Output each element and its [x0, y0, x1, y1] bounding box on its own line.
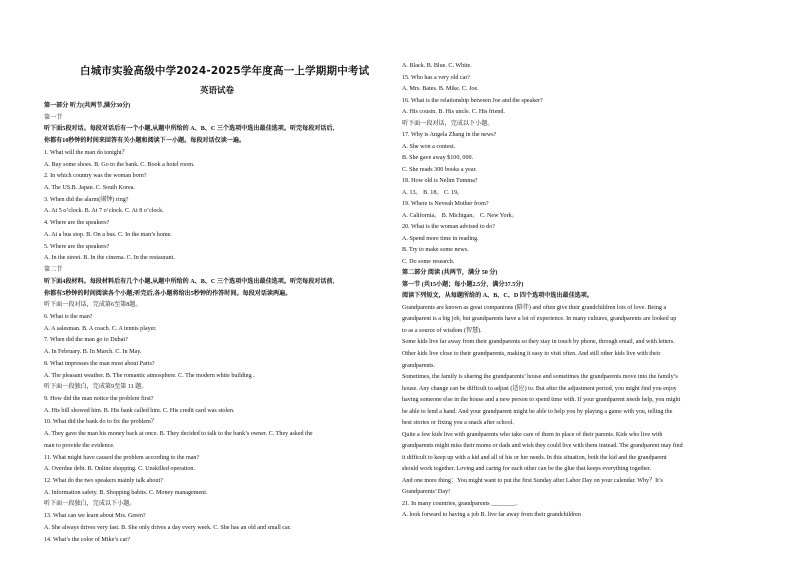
text-line: 听下面4段材料。每段材料后有几个小题,从题中所给的 A、B、C 三个选项中选出最佳选项。听完每段对话前, [44, 278, 335, 285]
text-line: A. His cousin. B. His uncle. C. His friend. [402, 109, 505, 116]
text-line: A. 13。 B. 18。 C. 19。 [402, 189, 464, 196]
text-line: C. Do some research. [402, 258, 455, 265]
text-line: 21. In many countries, grandparents ________. [402, 500, 518, 507]
text-line: A. His bill showed him. B. His bank called him. C. His credit card was stolen. [44, 407, 235, 414]
text-line: 听下面一段独白，完成以下小题。 [44, 501, 136, 508]
text-line: A. Information safety. B. Shopping habits. C. Money management. [44, 489, 208, 496]
text-line: 听下面一段对话，完成以下小题。 [402, 120, 494, 127]
text-line: A. In February. B. In March. C. In May. [44, 349, 142, 356]
text-line: 11. What might have caused the problem according to the man? [44, 454, 200, 461]
text-line: 你都有5秒钟的时间阅读各个小题;听完后,各小题将给出5秒钟的作答时间。每段对话读两遍。 [44, 290, 292, 297]
text-line: A. Overdue debt. B. Online shopping. C. Unskilled operation. [44, 466, 195, 473]
text-line: 14. What’s the color of Mike’s car? [44, 536, 131, 543]
text-line: A. Mrs. Bates. B. Mike. C. Joe. [402, 86, 479, 93]
text-line: A. At a bus stop. B. On a bus. C. In the man’s home. [44, 231, 172, 238]
text-line: 2. In which country was the woman born? [44, 173, 147, 180]
text-line: A. A salesman. B. A coach. C. A tennis player. [44, 325, 157, 332]
text-line: A. The pleasant weather. B. The romantic atmosphere. C. The modern white building . [44, 372, 255, 379]
text-line: 9. How did the man notice the problem first? [44, 396, 154, 402]
text-line: man to provide the evidence. [44, 442, 115, 449]
text-line: A. At 5 o’clock. B. At 7 o’clock. C. At 8 o’clock. [44, 208, 164, 215]
text-line: 17. Why is Angela Zhang in the news? [402, 132, 497, 139]
text-line: Grandparents’ Day! [402, 489, 451, 496]
text-line: A. They gave the man his money back at once. B. They decided to talk to the bank’s owner. C. They asked the [44, 431, 313, 438]
text-line: 第二部分 阅读 (共两节，满分 50 分) [402, 270, 498, 277]
text-line: A. California。 B. Michigan。 C. New York。 [402, 212, 518, 219]
text-line: A. look forward to having a job B. live far away from their grandchildren [402, 512, 581, 519]
text-line: 听下面一段对话，完成第6至第8题。 [44, 302, 142, 309]
text-line: grandparent is a big job, but grandparents have a lot of experience. In many cultures, grandparents are looked up [402, 316, 677, 323]
text-line: be able to lend a hand. And your grandparent might be able to help you by playing a game with you, telling the [402, 408, 673, 415]
text-line: 第一节 [44, 114, 63, 121]
exam-title: 白城市实验高级中学2024-2025学年度高一上学期期中考试 [80, 65, 370, 77]
text-line: to as a source of wisdom (智慧). [402, 327, 482, 334]
text-line: A. In the street. B. In the cinema. C. In the restaurant. [44, 255, 175, 262]
text-line: A. She always drives very fast. B. She only drives a day every week. C. She has an old and small car. [44, 524, 291, 531]
text-line: Some kids live far away from their grandparents so they stay in touch by phone, through email, and with letters. [402, 339, 675, 346]
text-line: 听下面5段对话。每段对话后有一个小题,从题中所给的 A、B、C 三个选项中选出最佳选项。听完每段对话后, [44, 126, 335, 133]
text-line: 听下面一段独白，完成第9至第 11 题。 [44, 384, 148, 391]
text-line: 第一部分 听力(共两节,满分30分) [44, 103, 131, 109]
text-line: 16. What is the relationship between Joe and the speaker? [402, 97, 543, 104]
text-line: 3. When did the alarm(闹钟) ring? [44, 196, 129, 203]
text-line: 15. Who has a very old car? [402, 74, 471, 81]
text-line: 6. What is the man? [44, 313, 93, 320]
text-line: A. Black. B. Blue. C. White. [402, 63, 472, 69]
text-line: grandparents might miss their moms or dads and wish they could live with them instead. The grandparent may find [402, 443, 683, 450]
text-line: should work together. Loving and caring for each other can be the glue that keeps everything together. [402, 466, 652, 473]
text-line: A. She won a contest. [402, 143, 456, 150]
text-line: B. She gave away $100, 000. [402, 155, 474, 162]
text-line: best stories or fixing you a snack after school. [402, 420, 514, 427]
text-line: 第一节 (共15小题；每小题2.5分，满分37.5分) [402, 281, 524, 288]
text-line: 18. How old is Nelim Tumma? [402, 178, 478, 185]
text-line: 第二节 [44, 267, 63, 274]
text-line: 4. Where are the speakers? [44, 220, 110, 227]
text-line: 19. Where is Neveah Mother from? [402, 201, 489, 208]
text-line: 13. What can we learn about Mrs. Green? [44, 513, 146, 520]
text-line: Other kids live close to their grandparents, making it easy to visit often. And still other kids live with their [402, 351, 661, 357]
text-line: 12. What do the two speakers mainly talk about? [44, 478, 163, 485]
text-line: house. Any change can be difficult to adjust (适应) to. But after the adjustment period, you might find you enjoy [402, 385, 677, 392]
text-line: A. The US.B. Japan. C. South Korea. [44, 185, 135, 192]
text-line: 10. What did the bank do to fix the problem？ [44, 419, 157, 426]
text-line: And one more thing：You might want to put the first Sunday after Labor Day on your calendar. Why？It’s [402, 477, 663, 484]
text-line: 20. What is the woman advised to do? [402, 224, 495, 231]
text-line: 你都有10秒钟的时间来回答有关小题和阅读下一小题。每段对话仅读一遍。 [44, 138, 246, 145]
text-line: grandparents. [402, 362, 435, 369]
text-line: Sometimes, the family is sharing the grandparents’ house and sometimes the grandparents move into the family’s [402, 374, 678, 381]
exam-subtitle: 英语试卷 [200, 86, 235, 96]
text-line: 5. Where are the speakers? [44, 243, 110, 250]
text-line: 阅读下列短文，从每题所给的 A、B、C、D 四个选项中选出最佳选项。 [402, 293, 593, 300]
text-line: A. Spend more time in reading. [402, 235, 479, 242]
text-line: B. Try to make some news. [402, 247, 469, 254]
text-line: 8. What impresses the man most about Paris? [44, 360, 155, 367]
text-line: 1. What will the man do tonight？ [44, 149, 128, 156]
text-line: Grandparents are known as great companions (陪伴) and often give their grandchildren lots of love. Being a [402, 304, 667, 311]
text-line: it difficult to keep up with a kid and all of his or her needs. In this situation, both the kid and the grandparent [402, 454, 667, 461]
text-line: A. Buy some shoes. B. Go to the bank. C. Book a hotel room. [44, 161, 195, 168]
text-line: 7. When did the man go to Dubai? [44, 337, 128, 344]
text-line: having someone else in the house and a new person to spend time with. If your grandparent needs help, you might [402, 397, 681, 404]
text-line: C. She reads 300 books a year. [402, 166, 477, 173]
text-line: Quite a few kids live with grandparents who take care of them in place of their parents. Kids who live with [402, 431, 663, 438]
